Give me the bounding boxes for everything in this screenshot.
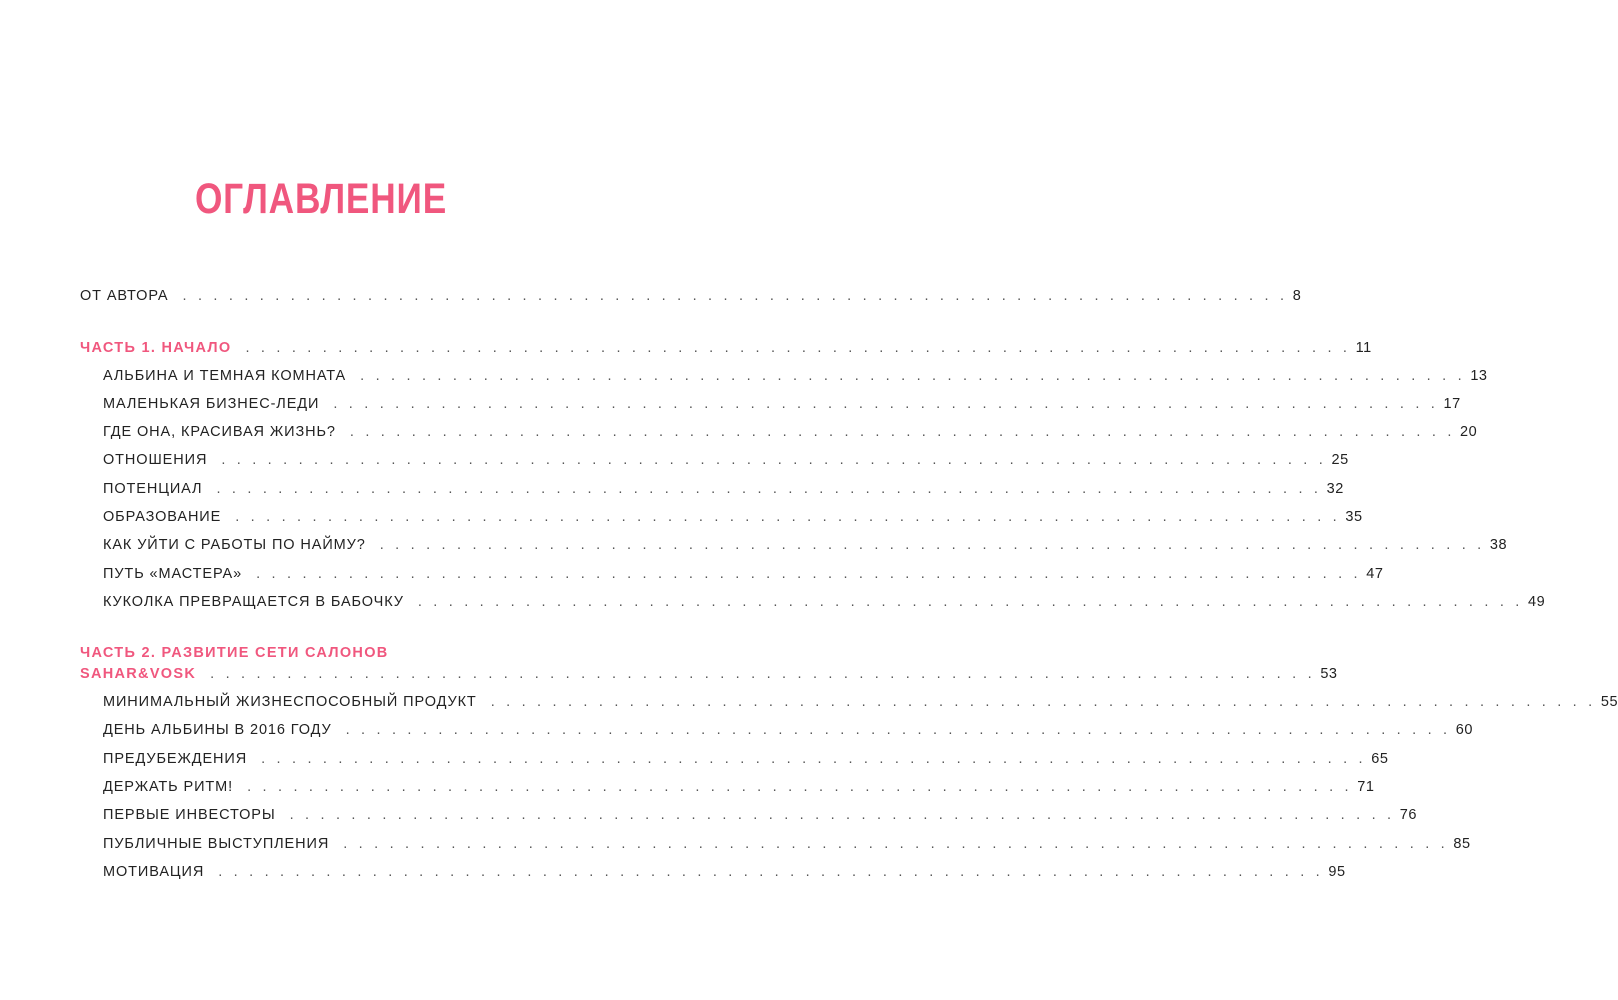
toc-entry[interactable]	[103, 773, 1375, 797]
dot-leader: . . . . . . . . . . . . . . . . . . . . . . . . . . . . . . . . . . . . . . . . . . . . . . . . . . . . . . . . . . . . . . . . . . . . . . . .	[216, 481, 1322, 497]
dot-leader: . . . . . . . . . . . . . . . . . . . . . . . . . . . . . . . . . . . . . . . . . . . . . . . . . . . . . . . . . . . . . . . . . . . . . . . .	[210, 666, 1316, 682]
dot-leader: . . . . . . . . . . . . . . . . . . . . . . . . . . . . . . . . . . . . . . . . . . . . . . . . . . . . . . . . . . . . . . . . . . . . . . . .	[235, 509, 1341, 525]
dot-leader: . . . . . . . . . . . . . . . . . . . . . . . . . . . . . . . . . . . . . . . . . . . . . . . . . . . . . . . . . . . . . . . . . . . . . . . .	[245, 340, 1351, 356]
dot-leader: . . . . . . . . . . . . . . . . . . . . . . . . . . . . . . . . . . . . . . . . . . . . . . . . . . . . . . . . . . . . . . . . . . . . . . . .	[417, 594, 1524, 610]
toc-page-number: 38	[1489, 537, 1508, 553]
toc-page-number: 95	[1328, 864, 1346, 880]
toc-entry-label: ПОТЕНЦИАЛ	[103, 481, 203, 497]
toc-page-number: 11	[1355, 340, 1372, 356]
toc-page-number: 85	[1453, 836, 1471, 852]
toc-entry-label: ДЕНЬ АЛЬБИНЫ В 2016 ГОДУ	[103, 722, 332, 738]
toc-page-number: 76	[1399, 807, 1417, 823]
dot-leader: . . . . . . . . . . . . . . . . . . . . . . . . . . . . . . . . . . . . . . . . . . . . . . . . . . . . . . . . . . . . . . . . . . . . . . . .	[379, 537, 1485, 553]
toc-part-2-label-line1[interactable]: ЧАСТЬ 2. РАЗВИТИЕ СЕТИ САЛОНОВ	[80, 645, 389, 661]
toc-page-number: 60	[1455, 722, 1473, 738]
toc-entry-label: ГДЕ ОНА, КРАСИВАЯ ЖИЗНЬ?	[103, 424, 336, 440]
toc-page-number: 35	[1345, 509, 1363, 525]
dot-leader: . . . . . . . . . . . . . . . . . . . . . . . . . . . . . . . . . . . . . . . . . . . . . . . . . . . . . . . . . . . . . . . . . . . . . . . .	[333, 396, 1439, 412]
toc-entry-label: КУКОЛКА ПРЕВРАЩАЕТСЯ В БАБОЧКУ	[103, 594, 404, 610]
toc-entry[interactable]	[103, 503, 1363, 527]
toc-part-label: SAHAR&VOSK	[80, 666, 197, 682]
dot-leader: . . . . . . . . . . . . . . . . . . . . . . . . . . . . . . . . . . . . . . . . . . . . . . . . . . . . . . . . . . . . . . . . . . . . . . . .	[360, 368, 1466, 384]
toc-part-1[interactable]	[80, 334, 1372, 358]
page-title: ОГЛАВЛЕНИЕ	[194, 174, 448, 223]
toc-entry[interactable]	[103, 588, 1546, 612]
toc-page-number: 8	[1292, 288, 1302, 304]
toc-entry-label: ПРЕДУБЕЖДЕНИЯ	[103, 751, 248, 767]
dot-leader: . . . . . . . . . . . . . . . . . . . . . . . . . . . . . . . . . . . . . . . . . . . . . . . . . . . . . . . . . . . . . . . . . . . . . . . .	[349, 424, 1456, 440]
dot-leader: . . . . . . . . . . . . . . . . . . . . . . . . . . . . . . . . . . . . . . . . . . . . . . . . . . . . . . . . . . . . . . . . . . . . . . . .	[218, 864, 1324, 880]
dot-leader: . . . . . . . . . . . . . . . . . . . . . . . . . . . . . . . . . . . . . . . . . . . . . . . . . . . . . . . . . . . . . . . . . . . . . . . .	[256, 566, 1362, 582]
toc-entry[interactable]	[103, 801, 1417, 825]
toc-entry[interactable]	[103, 531, 1508, 555]
toc-page-number: 49	[1528, 594, 1546, 610]
toc-entry[interactable]	[103, 418, 1478, 442]
toc-entry[interactable]	[103, 830, 1471, 854]
dot-leader: . . . . . . . . . . . . . . . . . . . . . . . . . . . . . . . . . . . . . . . . . . . . . . . . . . . . . . . . . . . . . . . . . . . . . . . .	[343, 836, 1449, 852]
toc-page-number: 53	[1320, 666, 1338, 682]
toc-entry-label: ПУТЬ «МАСТЕРА»	[103, 566, 243, 582]
toc-entry-label: ПЕРВЫЕ ИНВЕСТОРЫ	[103, 807, 276, 823]
toc-entry-label: МИНИМАЛЬНЫЙ ЖИЗНЕСПОСОБНЫЙ ПРОДУКТ	[103, 694, 477, 710]
toc-page-number: 20	[1460, 424, 1478, 440]
toc-page-number: 71	[1357, 779, 1375, 795]
toc-page-number: 47	[1366, 566, 1384, 582]
toc-entry-label: МОТИВАЦИЯ	[103, 864, 205, 880]
toc-entry-label: МАЛЕНЬКАЯ БИЗНЕС-ЛЕДИ	[103, 396, 320, 412]
toc-entry-label: ОТ АВТОРА	[80, 288, 169, 304]
toc-page-number: 32	[1326, 481, 1344, 497]
dot-leader: . . . . . . . . . . . . . . . . . . . . . . . . . . . . . . . . . . . . . . . . . . . . . . . . . . . . . . . . . . . . . . . . . . . . . . . .	[289, 807, 1395, 823]
toc-entry-label: ОТНОШЕНИЯ	[103, 452, 208, 468]
dot-leader: . . . . . . . . . . . . . . . . . . . . . . . . . . . . . . . . . . . . . . . . . . . . . . . . . . . . . . . . . . . . . . . . . . . . . . . .	[345, 722, 1451, 738]
dot-leader: . . . . . . . . . . . . . . . . . . . . . . . . . . . . . . . . . . . . . . . . . . . . . . . . . . . . . . . . . . . . . . . . . . . . . . . .	[221, 452, 1327, 468]
toc-part-2[interactable]	[80, 660, 1338, 684]
toc-entry[interactable]	[103, 475, 1344, 499]
toc-entry[interactable]	[103, 688, 1618, 712]
toc-page-number: 17	[1443, 396, 1461, 412]
toc-page-number: 65	[1371, 751, 1389, 767]
dot-leader: . . . . . . . . . . . . . . . . . . . . . . . . . . . . . . . . . . . . . . . . . . . . . . . . . . . . . . . . . . . . . . . . . . . . . . . .	[490, 694, 1596, 710]
dot-leader: . . . . . . . . . . . . . . . . . . . . . . . . . . . . . . . . . . . . . . . . . . . . . . . . . . . . . . . . . . . . . . . . . . . . . . . .	[182, 288, 1288, 304]
toc-page-number: 55	[1600, 694, 1618, 710]
toc-entry[interactable]	[103, 390, 1461, 414]
toc-part-label: ЧАСТЬ 1. НАЧАЛО	[80, 340, 232, 356]
toc-entry-label: ПУБЛИЧНЫЕ ВЫСТУПЛЕНИЯ	[103, 836, 330, 852]
toc-entry-label: ДЕРЖАТЬ РИТМ!	[103, 779, 234, 795]
toc-entry[interactable]	[103, 858, 1346, 882]
toc-page-number: 25	[1331, 452, 1349, 468]
toc-entry-intro[interactable]	[80, 282, 1302, 306]
toc-entry-label: КАК УЙТИ С РАБОТЫ ПО НАЙМУ?	[103, 537, 366, 553]
toc-entry[interactable]	[103, 446, 1349, 470]
toc-entry[interactable]	[103, 560, 1384, 584]
toc-entry-label: ОБРАЗОВАНИЕ	[103, 509, 222, 525]
toc-entry[interactable]	[103, 716, 1473, 740]
toc-entry-label: АЛЬБИНА И ТЕМНАЯ КОМНАТА	[103, 368, 347, 384]
dot-leader: . . . . . . . . . . . . . . . . . . . . . . . . . . . . . . . . . . . . . . . . . . . . . . . . . . . . . . . . . . . . . . . . . . . . . . . .	[261, 751, 1367, 767]
toc-entry[interactable]	[103, 362, 1488, 386]
toc-entry[interactable]	[103, 745, 1389, 769]
toc-page-number: 13	[1470, 368, 1488, 384]
dot-leader: . . . . . . . . . . . . . . . . . . . . . . . . . . . . . . . . . . . . . . . . . . . . . . . . . . . . . . . . . . . . . . . . . . . . . . . .	[247, 779, 1353, 795]
